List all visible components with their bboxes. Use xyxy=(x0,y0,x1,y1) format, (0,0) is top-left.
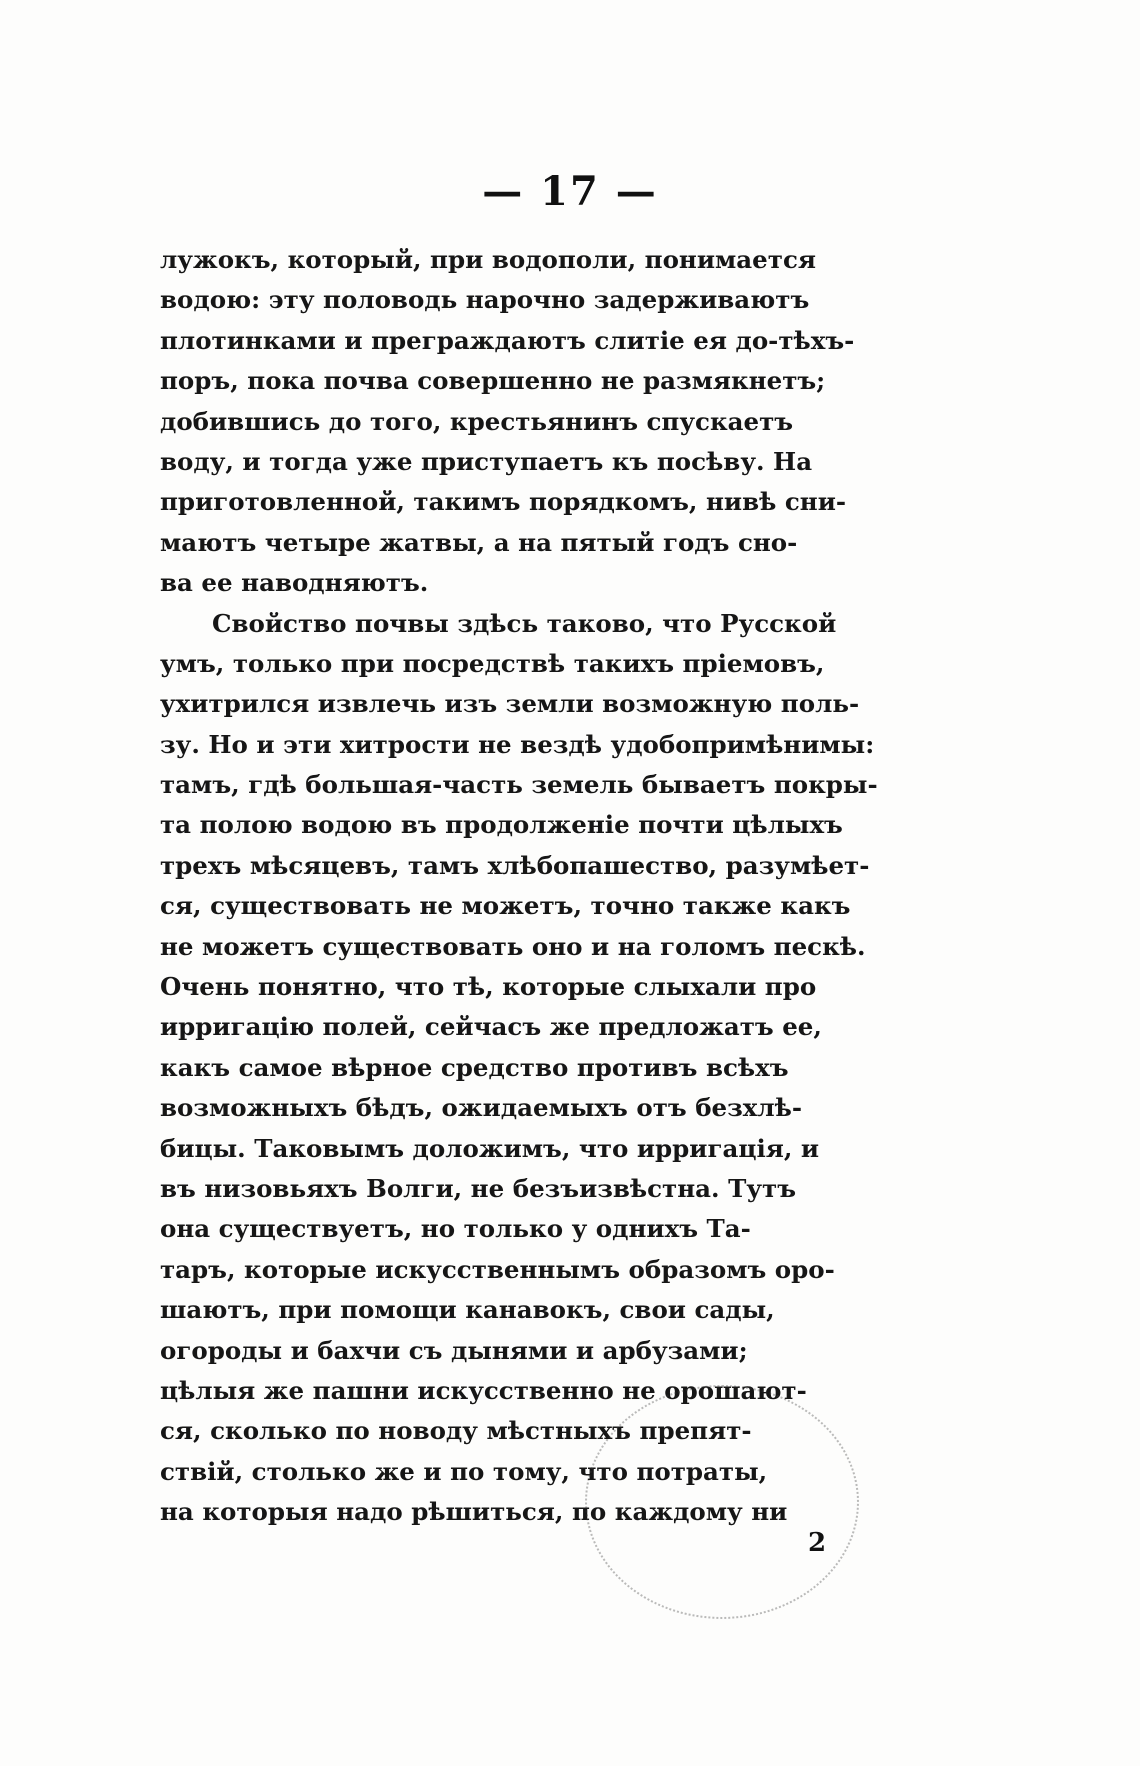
text-line: бицы. Таковымъ доложимъ, что ирригація, и xyxy=(160,1133,820,1163)
text-line: не можетъ существовать оно и на голомъ пескѣ. xyxy=(160,931,866,961)
text-line: Свойство почвы здѣсь таково, что Русской xyxy=(212,608,837,638)
text-line: ся, существовать не можетъ, точно также какъ xyxy=(160,891,851,921)
signature-mark: 2 xyxy=(808,1528,827,1558)
text-line: умъ, только при посредствѣ такихъ пріемовъ, xyxy=(160,648,825,678)
text-line: добившись до того, крестьянинъ спускаетъ xyxy=(160,406,794,436)
text-line: ва ее наводняютъ. xyxy=(160,568,429,598)
text-line: она существуетъ, но только у однихъ Та- xyxy=(160,1214,751,1244)
text-line: маютъ четыре жатвы, а на пятый годъ сно- xyxy=(160,527,798,557)
text-line: ухитрился извлечь изъ земли возможную поль- xyxy=(160,689,860,719)
text-line: ирригацію полей, сейчасъ же предложатъ ее, xyxy=(160,1012,822,1042)
text-line: огороды и бахчи съ дынями и арбузами; xyxy=(160,1335,748,1365)
text-line: приготовленной, такимъ порядкомъ, нивѣ сни- xyxy=(160,487,847,517)
text-line: плотинками и преграждаютъ слитіе ея до-тѣхъ- xyxy=(160,325,855,355)
text-line: Очень понятно, что тѣ, которые слыхали про xyxy=(160,972,817,1002)
text-line: трехъ мѣсяцевъ, тамъ хлѣбопашество, разумѣет- xyxy=(160,850,870,880)
text-line: воду, и тогда уже приступаетъ къ посѣву. На xyxy=(160,446,813,476)
body-text xyxy=(160,240,880,1533)
page-number-header: — 17 — xyxy=(482,168,658,215)
text-line: какъ самое вѣрное средство противъ всѣхъ xyxy=(160,1052,789,1082)
text-line: лужокъ, который, при водополи, понимается xyxy=(160,245,816,274)
text-line: въ низовьяхъ Волги, не безъизвѣстна. Тутъ xyxy=(160,1173,796,1203)
text-line: возможныхъ бѣдъ, ожидаемыхъ отъ безхлѣ- xyxy=(160,1093,803,1123)
text-line: зу. Но и эти хитрости не вездѣ удобопримѣнимы: xyxy=(160,729,875,759)
text-line: таръ, которые искусственнымъ образомъ оро- xyxy=(160,1254,835,1284)
text-line: та полою водою въ продолженіе почти цѣлыхъ xyxy=(160,810,843,840)
text-line: ствій, столько же и по тому, что потраты, xyxy=(160,1456,768,1486)
text-line: водою: эту половодь нарочно задерживаютъ xyxy=(160,285,810,315)
text-line: тамъ, гдѣ большая-часть земель бываетъ покры- xyxy=(160,770,878,800)
text-line: ся, сколько по новоду мѣстныхъ препят- xyxy=(160,1416,752,1446)
text-line: шаютъ, при помощи канавокъ, свои сады, xyxy=(160,1295,775,1325)
text-line: цѣлыя же пашни искусственно не орошают- xyxy=(160,1375,807,1405)
text-line: поръ, пока почва совершенно не размякнетъ; xyxy=(160,366,826,396)
text-line: на которыя надо рѣшиться, по каждому ни xyxy=(160,1497,788,1527)
library-stamp xyxy=(585,1385,859,1619)
